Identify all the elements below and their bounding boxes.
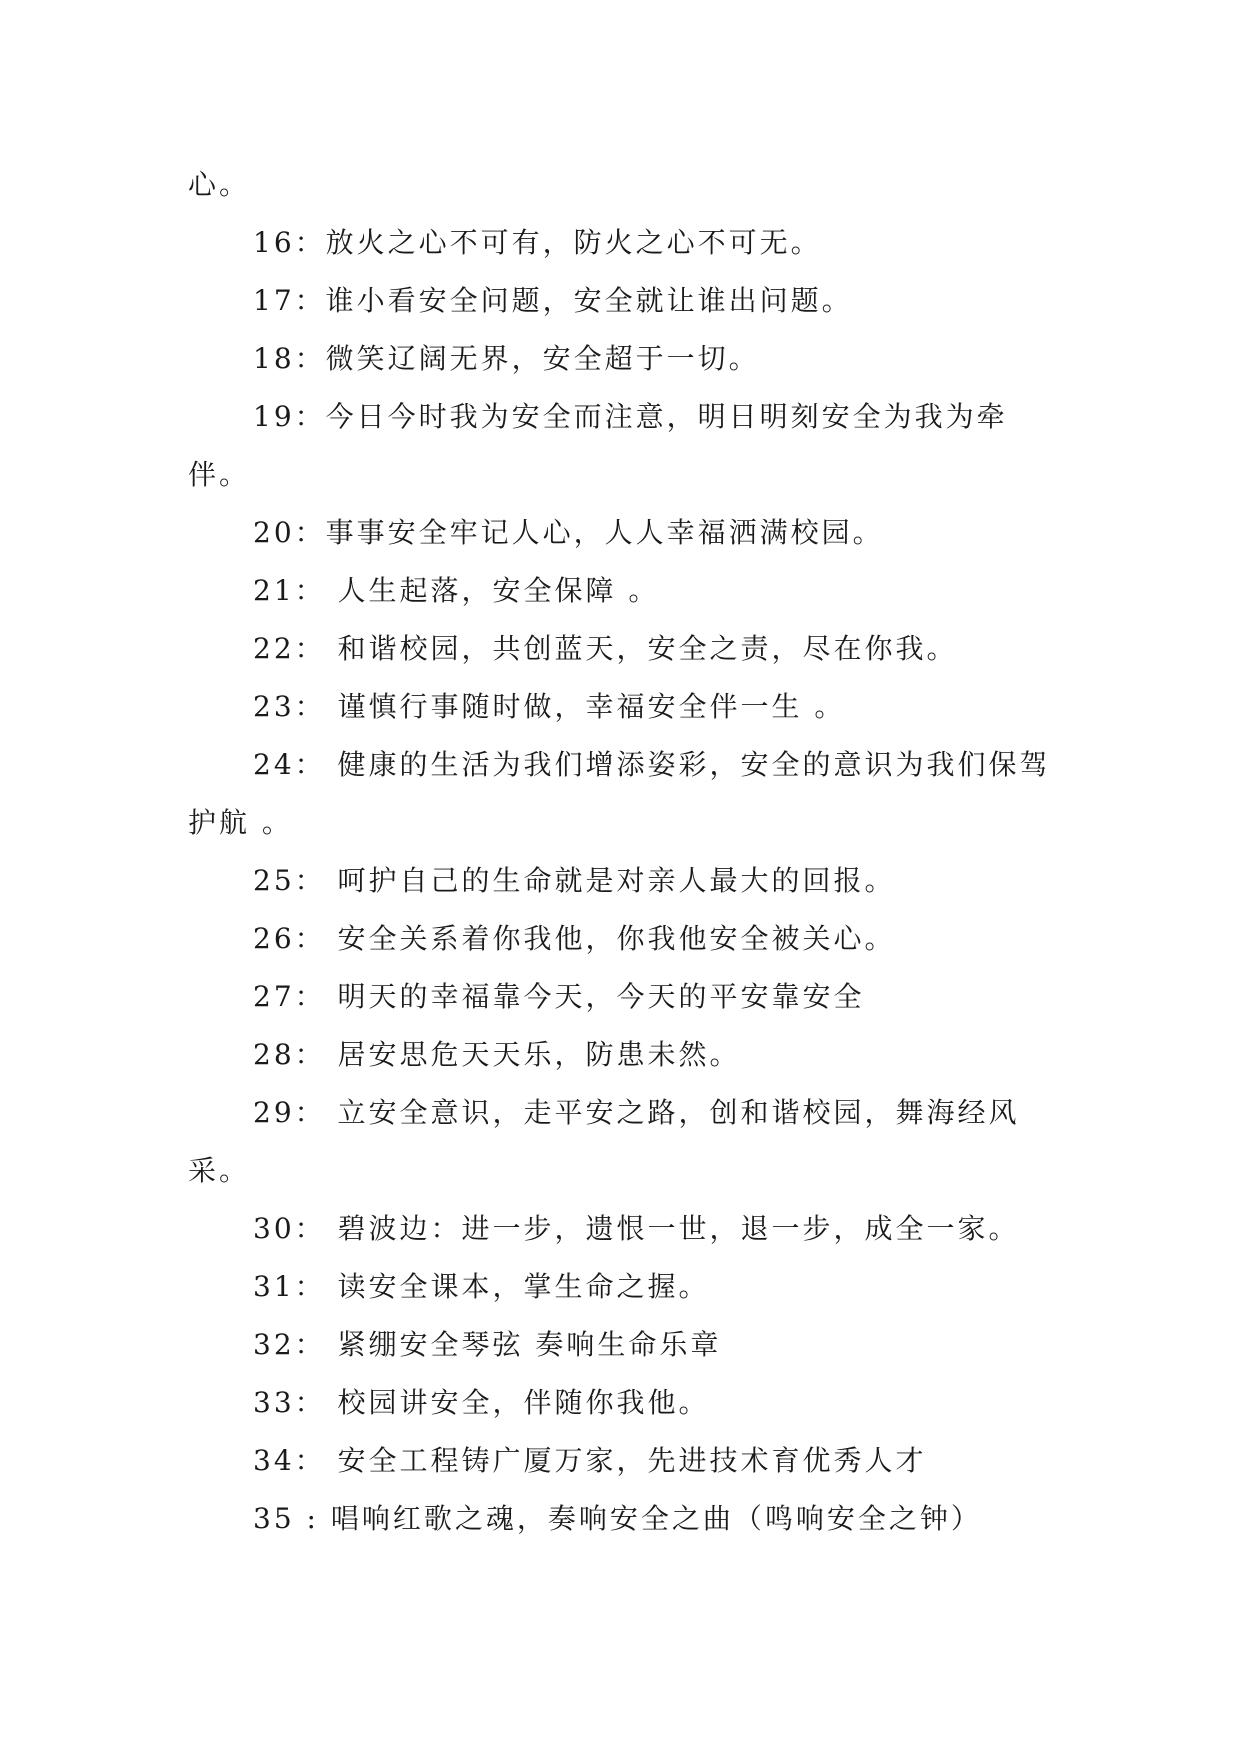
slogan-34: 34： 安全工程铸广厦万家，先进技术育优秀人才 (253, 1444, 927, 1477)
slogan-24: 24： 健康的生活为我们增添姿彩，安全的意识为我们保驾护航 。 (188, 748, 1051, 839)
slogan-31: 31： 读安全课本，掌生命之握。 (253, 1270, 710, 1303)
slogan-23: 23： 谨慎行事随时做，幸福安全伴一生 。 (253, 690, 846, 723)
slogan-21: 21： 人生起落，安全保障 。 (253, 574, 660, 607)
slogan-26: 26： 安全关系着你我他，你我他安全被关心。 (253, 922, 896, 955)
paragraph-continuation: 心。 (188, 168, 251, 201)
slogan-22: 22： 和谐校园，共创蓝天，安全之责，尽在你我。 (253, 632, 958, 665)
slogan-33: 33： 校园讲安全，伴随你我他。 (253, 1386, 710, 1419)
slogan-16: 16：放火之心不可有，防火之心不可无。 (253, 226, 822, 259)
slogan-18: 18：微笑辽阔无界，安全超于一切。 (253, 342, 760, 375)
slogan-35: 35 : 唱响红歌之魂，奏响安全之曲（鸣响安全之钟） (253, 1502, 982, 1535)
slogan-20: 20：事事安全牢记人心，人人幸福洒满校园。 (253, 516, 884, 549)
document-body (188, 156, 1068, 1548)
slogan-29: 29： 立安全意识，走平安之路，创和谐校园，舞海经风采。 (188, 1096, 1020, 1187)
slogan-17: 17：谁小看安全问题，安全就让谁出问题。 (253, 284, 853, 317)
slogan-32: 32： 紧绷安全琴弦 奏响生命乐章 (253, 1328, 722, 1361)
slogan-30: 30： 碧波边：进一步，遗恨一世，退一步，成全一家。 (253, 1212, 1020, 1245)
slogan-27: 27： 明天的幸福靠今天，今天的平安靠安全 (253, 980, 865, 1013)
slogan-25: 25： 呵护自己的生命就是对亲人最大的回报。 (253, 864, 896, 897)
slogan-19: 19：今日今时我为安全而注意，明日明刻安全为我为牵伴。 (188, 400, 1008, 491)
slogan-28: 28： 居安思危天天乐，防患未然。 (253, 1038, 741, 1071)
